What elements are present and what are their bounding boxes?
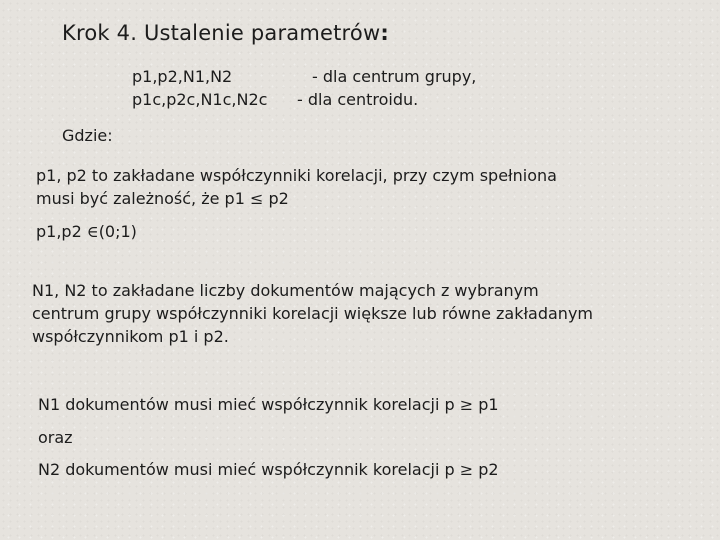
param-desc-center: - dla centrum grupy, xyxy=(312,67,477,86)
gdzie-label: Gdzie: xyxy=(62,126,113,145)
n2-condition-end: p2 xyxy=(473,460,499,479)
p-range-interval: (0;1) xyxy=(98,222,137,241)
n1-condition xyxy=(38,394,499,416)
slide-title-text: Krok 4. Ustalenie parametrów xyxy=(62,21,381,45)
p-definition-line1: p1, p2 to zakładane współczynniki korelacji, przy czym spełniona xyxy=(36,166,557,185)
param-symbols-centroid: p1c,p2c,N1c,N2c xyxy=(132,90,268,109)
p-definition-line2-end: p2 xyxy=(263,189,289,208)
p-range xyxy=(36,221,137,243)
slide-title-colon: : xyxy=(380,21,389,45)
p-definition-line2 xyxy=(36,187,696,210)
param-row-center xyxy=(132,66,477,88)
p-range-text: p1,p2 xyxy=(36,222,87,241)
n-definition-line1: N1, N2 to zakładane liczby dokumentów mających z wybranym xyxy=(32,281,539,300)
n1-condition-text: N1 dokumentów musi mieć współczynnik korelacji p xyxy=(38,395,460,414)
n-definition-line3: współczynnikom p1 i p2. xyxy=(32,327,229,346)
slide-title xyxy=(62,19,389,47)
less-equal-symbol: ≤ xyxy=(249,189,264,208)
param-desc-centroid: - dla centroidu. xyxy=(297,90,419,109)
oraz-label: oraz xyxy=(38,428,73,447)
n-definition-line2: centrum grupy współczynniki korelacji większe lub równe zakładanym xyxy=(32,304,593,323)
n1-condition-end: p1 xyxy=(473,395,499,414)
p-definition-line2-text: musi być zależność, że p1 xyxy=(36,189,250,208)
element-of-symbol: ∈ xyxy=(86,222,99,241)
param-symbols-center: p1,p2,N1,N2 xyxy=(132,67,233,86)
greater-equal-symbol: ≥ xyxy=(459,395,474,414)
param-row-centroid xyxy=(132,89,419,111)
n-definition xyxy=(32,279,692,348)
n2-condition xyxy=(38,459,499,481)
greater-equal-symbol: ≥ xyxy=(459,460,474,479)
n2-condition-text: N2 dokumentów musi mieć współczynnik korelacji p xyxy=(38,460,460,479)
p-definition xyxy=(36,164,696,210)
